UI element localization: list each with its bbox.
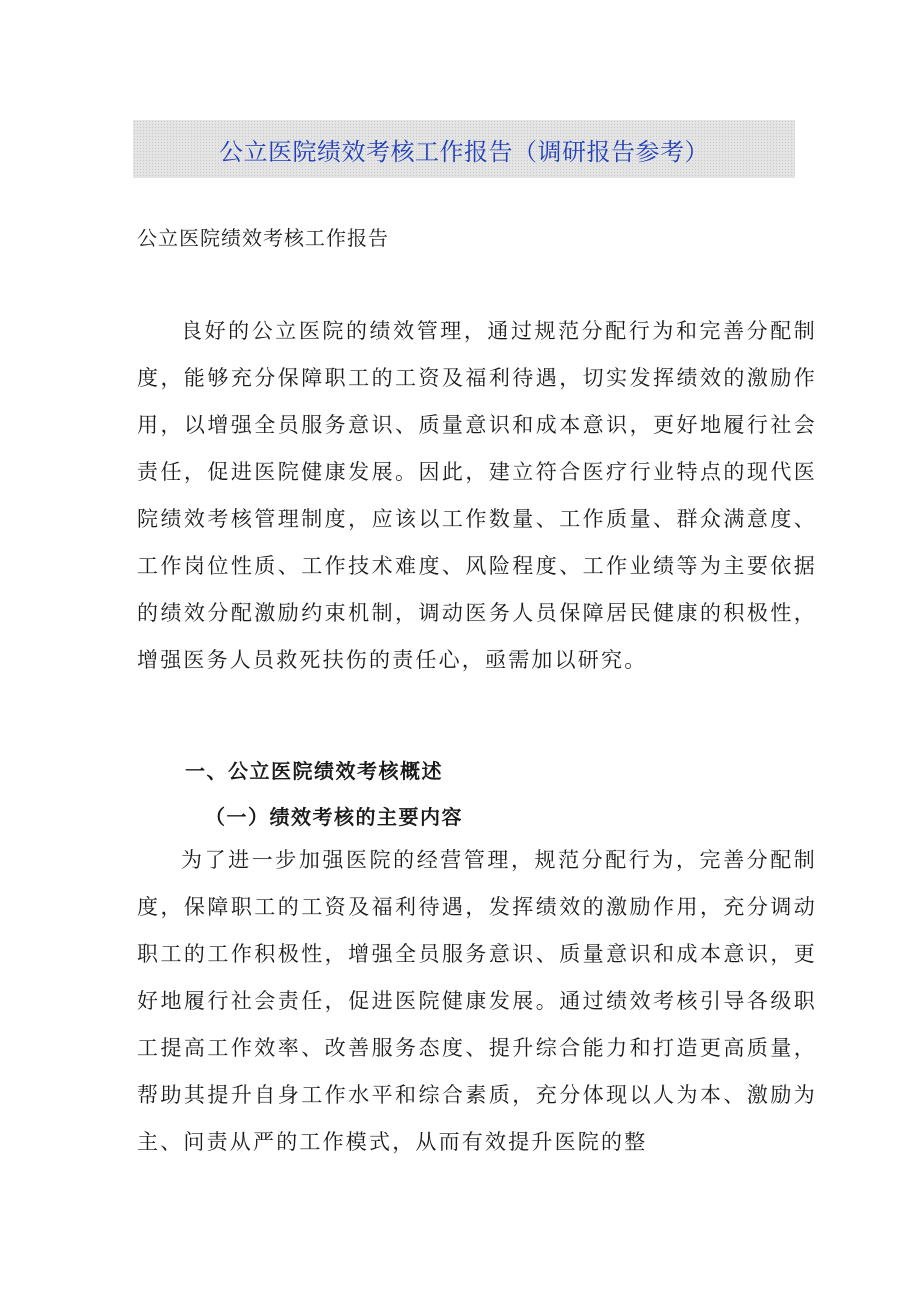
title-banner [133,120,795,178]
intro-paragraph: 良好的公立医院的绩效管理，通过规范分配行为和完善分配制度，能够充分保障职工的工资及福利待遇，切实发挥绩效的激励作用，以增强全员服务意识、质量意识和成本意识，更好地履行社会责任，促进医院健康发展。因此，建立符合医疗行业特点的现代医院绩效考核管理制度，应该以工作数量、工作质量、群众满意度、工作岗位性质、工作技术难度、风险程度、工作业绩等为主要依据的绩效分配激励约束机制，调动医务人员保障居民健康的积极性，增强医务人员救死扶伤的责任心，亟需加以研究。 [137,319,817,672]
document-title: 公立医院绩效考核工作报告（调研报告参考） [219,137,709,166]
document-subtitle: 公立医院绩效考核工作报告 [137,226,389,250]
body-paragraph: 为了进一步加强医院的经营管理，规范分配行为，完善分配制度，保障职工的工资及福利待遇，发挥绩效的激励作用，充分调动职工的工作积极性，增强全员服务意识、质量意识和成本意识，更好地履行社会责任，促进医院健康发展。通过绩效考核引导各级职工提高工作效率、改善服务态度、提升综合能力和打造更高质量，帮助其提升自身工作水平和综合素质，充分体现以人为本、激励为主、问责从严的工作模式，从而有效提升医院的整 [137,848,817,1154]
section-heading: 一、公立医院绩效考核概述 [185,759,443,783]
subsection-heading: （一）绩效考核的主要内容 [205,805,463,829]
